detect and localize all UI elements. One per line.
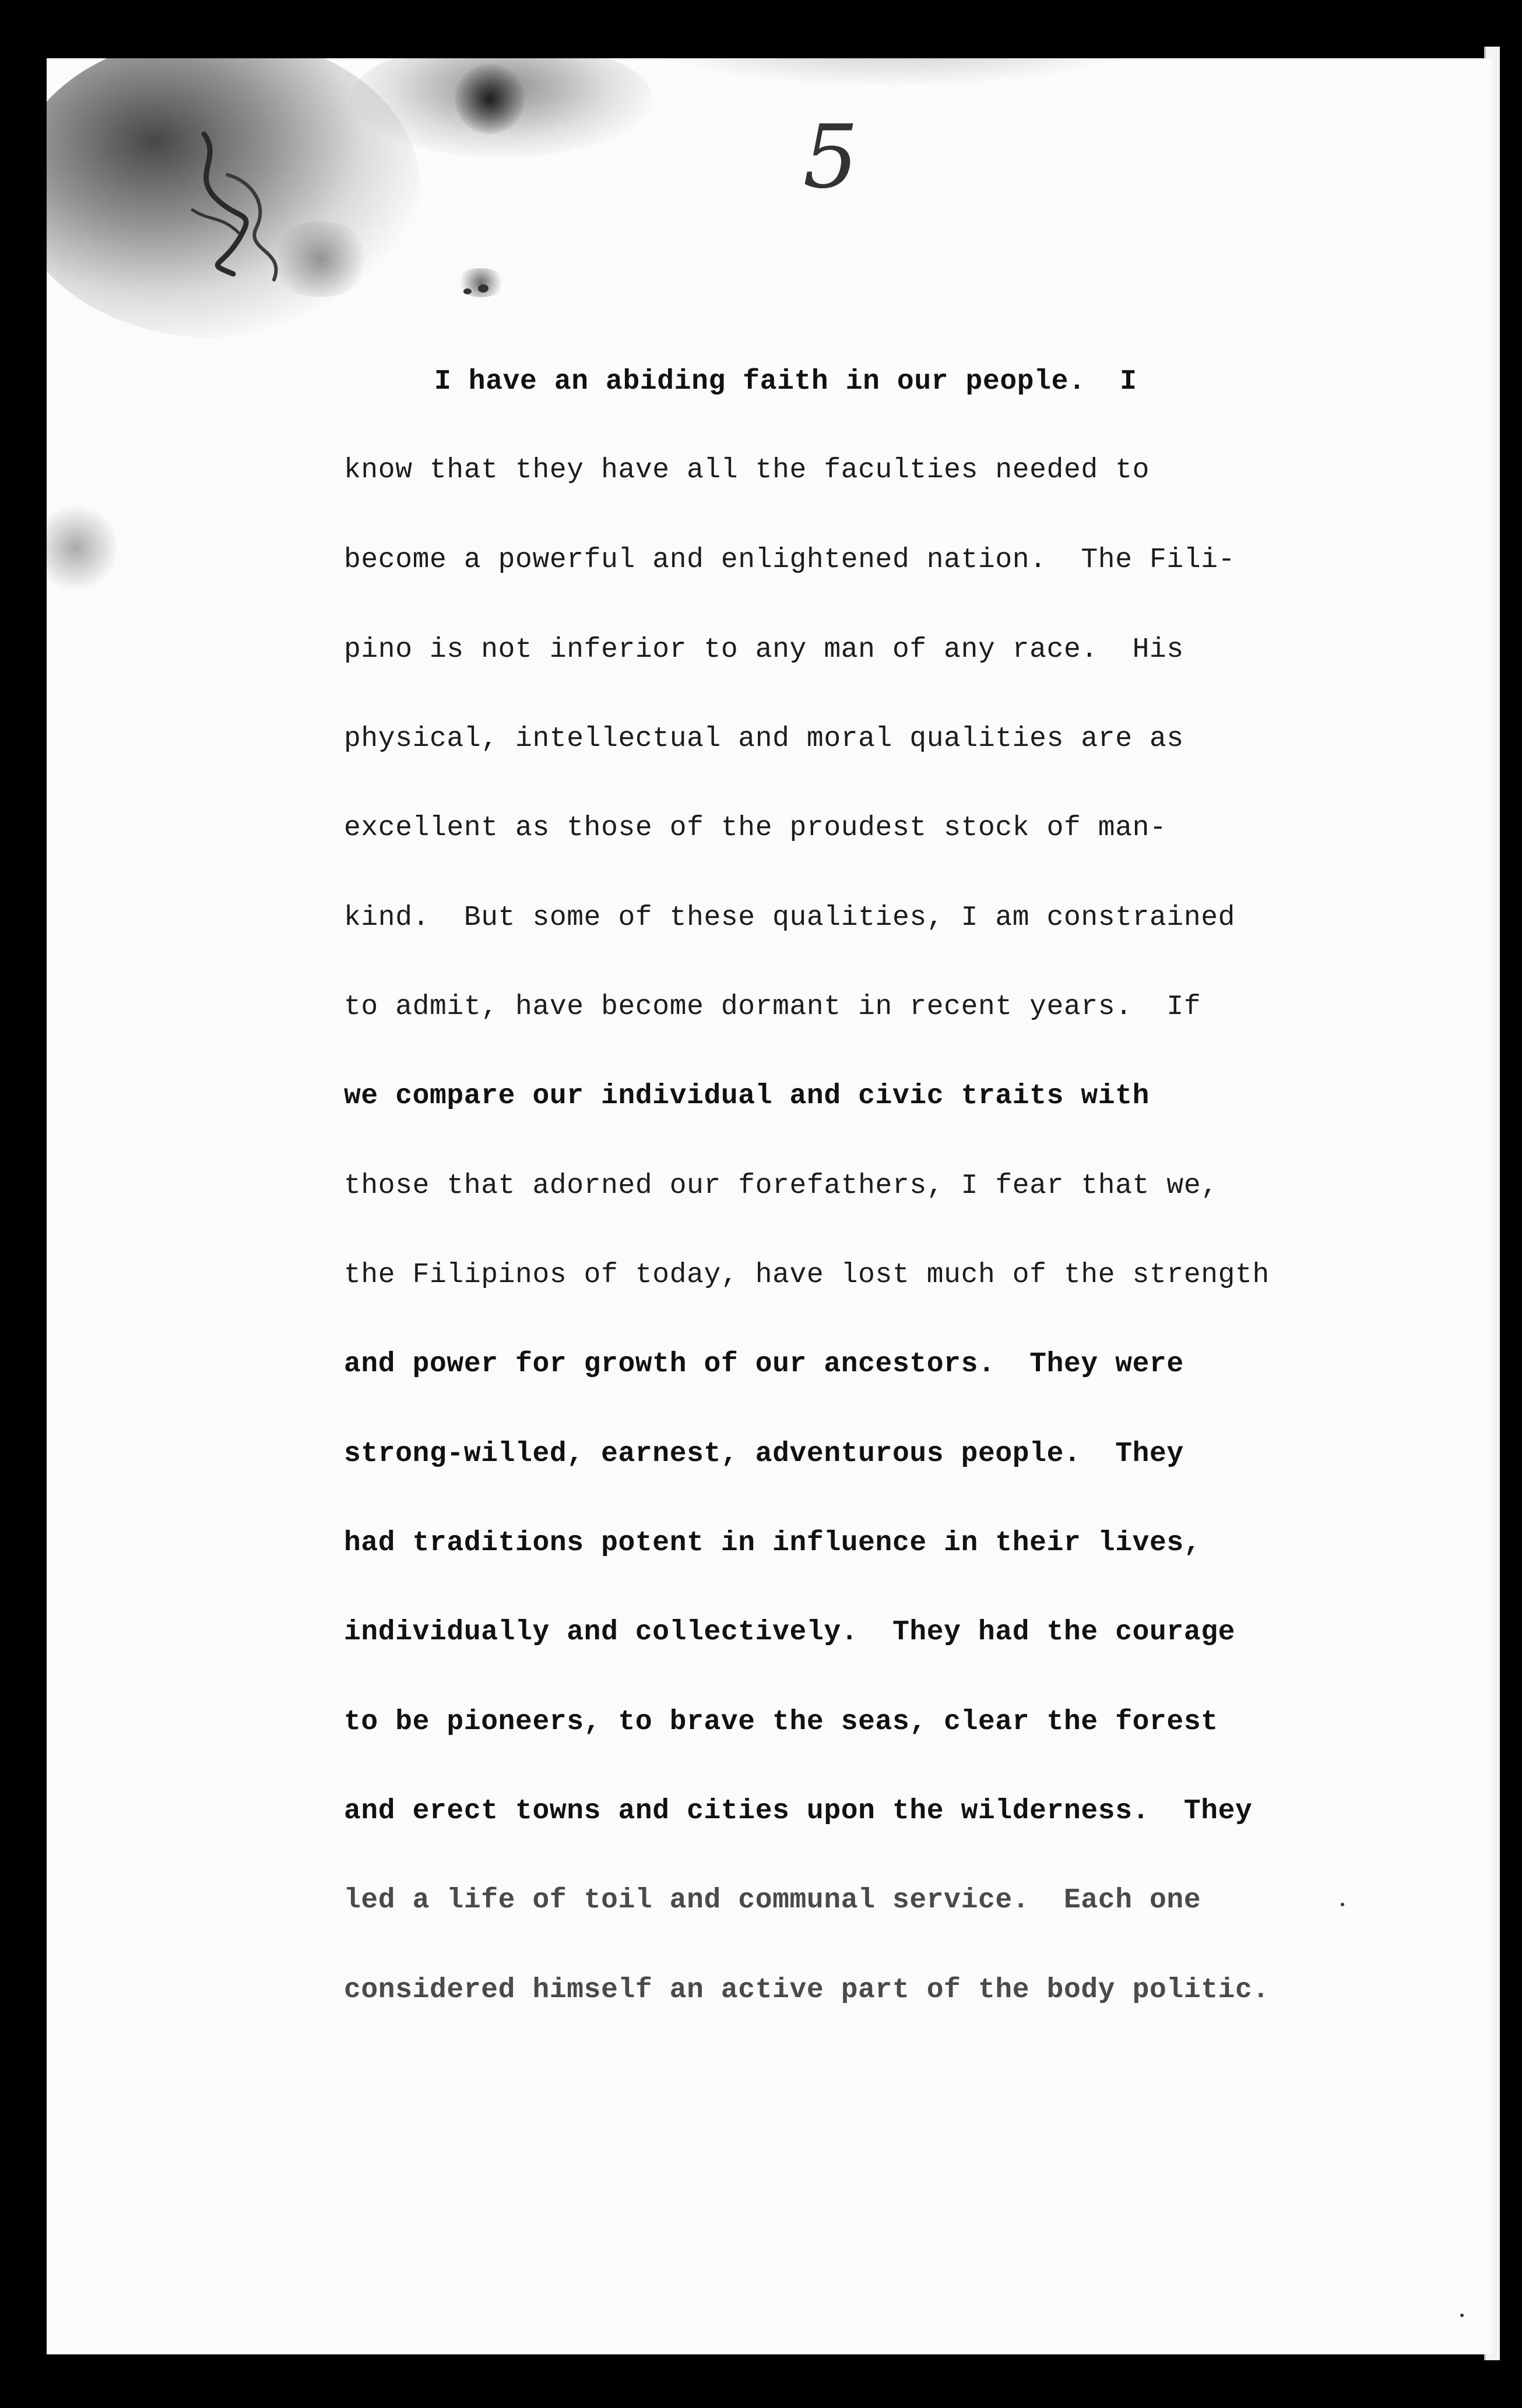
text-line: become a powerful and enlightened nation. The Fili- [344, 544, 1236, 576]
text-line: kind. But some of these qualities, I am constrained [344, 902, 1236, 934]
text-line: the Filipinos of today, have lost much of the strength [344, 1259, 1270, 1291]
text-line: considered himself an active part of the body politic. [344, 1974, 1270, 2006]
page-number: 5 [803, 107, 859, 208]
text-line: pino is not inferior to any man of any race. His [344, 634, 1184, 666]
text-line: strong-willed, earnest, adventurous people. They [344, 1438, 1184, 1470]
text-line: know that they have all the faculties needed to [344, 455, 1150, 486]
text-line: physical, intellectual and moral qualities are as [344, 723, 1184, 755]
text-line: individually and collectively. They had the courage [344, 1617, 1236, 1648]
body-text [47, 58, 1492, 2354]
text-line: those that adorned our forefathers, I fear that we, [344, 1170, 1218, 1202]
text-line: to admit, have become dormant in recent years. If [344, 991, 1201, 1023]
text-line: we compare our individual and civic traits with [344, 1080, 1150, 1112]
text-line: and erect towns and cities upon the wilderness. They [344, 1796, 1253, 1827]
text-line: had traditions potent in influence in their lives, [344, 1527, 1201, 1559]
text-line: I have an abiding faith in our people. I [434, 366, 1137, 397]
text-line: led a life of toil and communal service. Each one [344, 1885, 1201, 1916]
text-line: excellent as those of the proudest stock of man- [344, 812, 1167, 844]
typewritten-page [47, 58, 1492, 2354]
text-line: and power for growth of our ancestors. They were [344, 1349, 1184, 1380]
text-line: to be pioneers, to brave the seas, clear the forest [344, 1706, 1218, 1738]
